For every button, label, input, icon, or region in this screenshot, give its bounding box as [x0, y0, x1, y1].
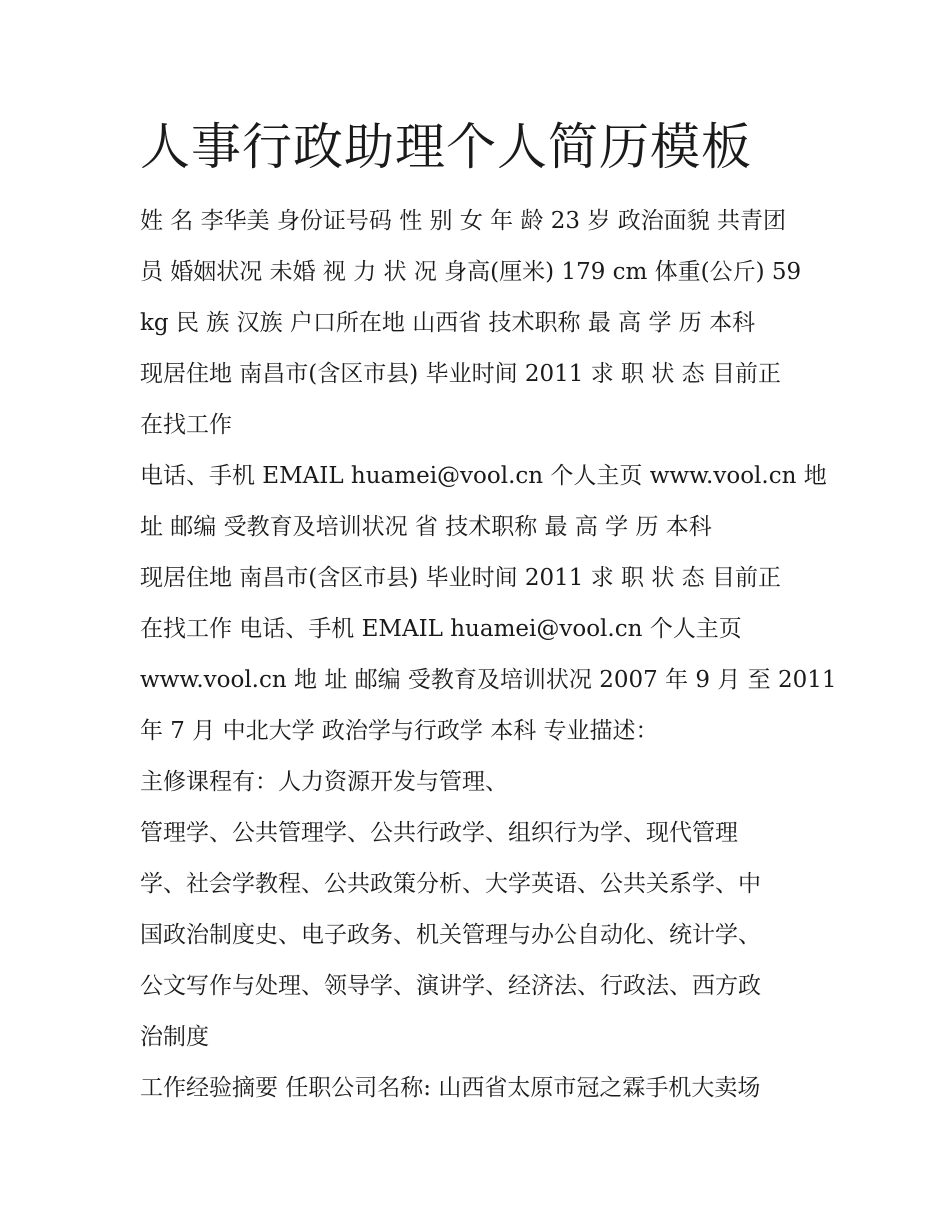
- body-line: 主修课程有：人力资源开发与管理、: [140, 769, 508, 795]
- body-line: 员 婚姻状况 未婚 视 力 状 况 身高(厘米) 179 cm 体重(公斤) 59: [140, 259, 802, 285]
- body-line: www.vool.cn 地 址 邮编 受教育及培训状况 2007 年 9 月 至 2011: [140, 667, 837, 693]
- body-line: 姓 名 李华美 身份证号码 性 别 女 年 龄 23 岁 政治面貌 共青团: [140, 208, 786, 234]
- body-line: 工作经验摘要 任职公司名称: 山西省太原市冠之霖手机大卖场: [140, 1075, 761, 1101]
- body-line: 电话、手机 EMAIL huamei@vool.cn 个人主页 www.vool.cn 地: [140, 463, 827, 489]
- body-line: 现居住地 南昌市(含区市县) 毕业时间 2011 求 职 状 态 目前正: [140, 565, 781, 591]
- body-line: 址 邮编 受教育及培训状况 省 技术职称 最 高 学 历 本科: [140, 514, 712, 540]
- body-line: 治制度: [140, 1024, 209, 1050]
- document-title: 人事行政助理个人简历模板: [140, 118, 752, 176]
- body-line: 现居住地 南昌市(含区市县) 毕业时间 2011 求 职 状 态 目前正: [140, 361, 781, 387]
- body-line: 在找工作 电话、手机 EMAIL huamei@vool.cn 个人主页: [140, 616, 742, 642]
- body-line: 公文写作与处理、领导学、演讲学、经济法、行政法、西方政: [140, 973, 761, 999]
- body-line: kg 民 族 汉族 户口所在地 山西省 技术职称 最 高 学 历 本科: [140, 310, 756, 336]
- body-line: 年 7 月 中北大学 政治学与行政学 本科 专业描述：: [140, 718, 659, 744]
- body-line: 国政治制度史、电子政务、机关管理与办公自动化、统计学、: [140, 922, 761, 948]
- body-line: 管理学、公共管理学、公共行政学、组织行为学、现代管理: [140, 820, 738, 846]
- document-body: [140, 196, 837, 1114]
- body-line: 在找工作: [140, 412, 232, 438]
- body-line: 学、社会学教程、公共政策分析、大学英语、公共关系学、中: [140, 871, 761, 897]
